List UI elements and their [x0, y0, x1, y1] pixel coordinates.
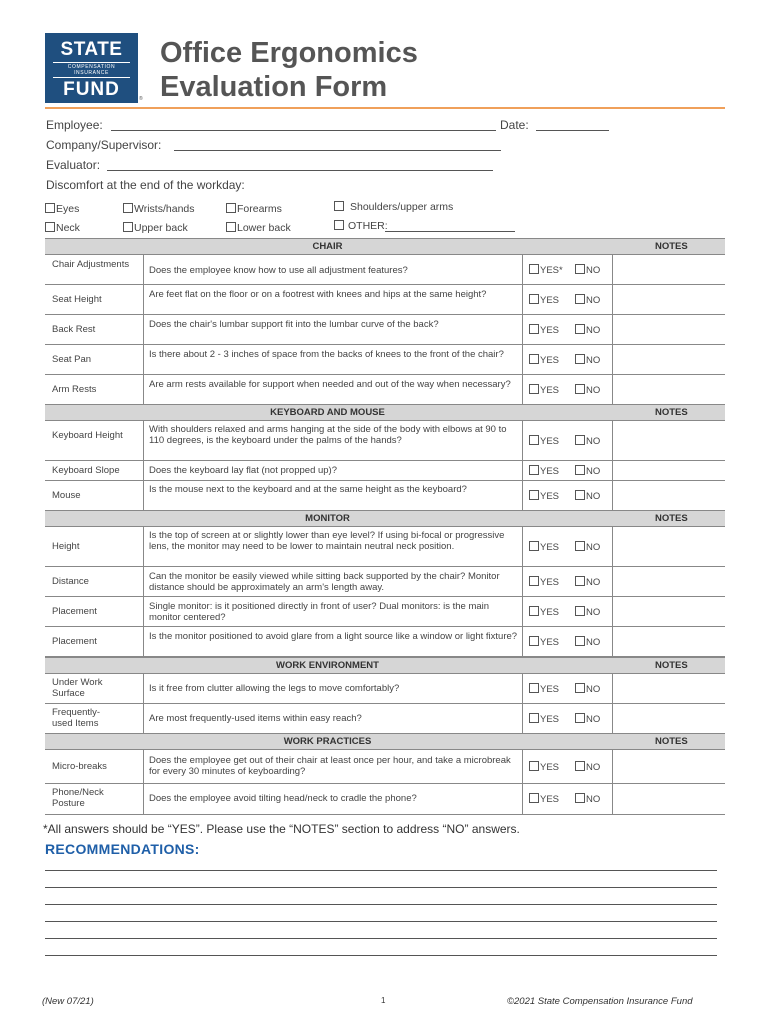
no-label: NO — [586, 491, 601, 502]
yes-label: YES — [540, 607, 560, 618]
row-label: Distance — [52, 576, 89, 587]
no-label: NO — [586, 714, 601, 725]
no-label: NO — [586, 466, 601, 477]
yes-checkbox[interactable] — [529, 606, 559, 618]
row-label: Mouse — [52, 490, 81, 501]
company-field[interactable] — [174, 150, 501, 151]
row-label: Back Rest — [52, 324, 96, 335]
row-question: Is the monitor positioned to avoid glare from a light source like a window or light fixture? — [149, 631, 518, 642]
other-checkbox[interactable] — [334, 220, 388, 232]
no-checkbox[interactable] — [575, 606, 600, 618]
recommendation-line[interactable] — [45, 887, 717, 888]
no-checkbox[interactable] — [575, 264, 600, 276]
table-row — [45, 420, 725, 461]
logo-trademark: ® — [139, 96, 143, 102]
row-label: Phone/Neck Posture — [52, 787, 104, 809]
row-question: Are most frequently-used items within easy reach? — [149, 713, 362, 724]
no-label: NO — [586, 385, 601, 396]
no-label: NO — [586, 762, 601, 773]
table-row — [45, 254, 725, 285]
row-label: Keyboard Height — [52, 430, 123, 441]
yes-checkbox[interactable] — [529, 683, 559, 695]
recommendations-heading: RECOMMENDATIONS: — [45, 841, 200, 857]
row-label: Keyboard Slope — [52, 465, 120, 476]
lower-back-label: Lower back — [237, 222, 291, 234]
no-checkbox[interactable] — [575, 465, 600, 477]
yes-label: YES — [540, 637, 560, 648]
no-label: NO — [586, 436, 601, 447]
logo-line-fund: FUND — [63, 79, 120, 100]
notes-header: NOTES — [655, 660, 688, 671]
row-label: Chair Adjustments — [52, 259, 130, 270]
row-label: Height — [52, 541, 80, 552]
no-label: NO — [586, 684, 601, 695]
yes-label: YES — [540, 684, 560, 695]
forearms-label: Forearms — [237, 203, 282, 215]
table-row — [45, 314, 725, 345]
no-checkbox[interactable] — [575, 490, 600, 502]
other-field[interactable] — [385, 231, 515, 232]
state-fund-logo — [45, 33, 138, 103]
logo-line-state: STATE — [60, 39, 123, 60]
table-row — [45, 596, 725, 627]
yes-label: YES — [540, 355, 560, 366]
recommendation-line[interactable] — [45, 904, 717, 905]
yes-label: YES — [540, 466, 560, 477]
table-row — [45, 460, 725, 481]
table-row — [45, 626, 725, 657]
yes-checkbox[interactable] — [529, 294, 559, 306]
title-line-1: Office Ergonomics — [160, 37, 418, 69]
yes-label: YES — [540, 542, 560, 553]
row-label: Under Work Surface — [52, 677, 103, 699]
row-question: With shoulders relaxed and arms hanging at the side of the body with elbows at 90 to 110 degrees, is the keyboard under the palms of the hands? — [149, 424, 507, 446]
recommendation-line[interactable] — [45, 921, 717, 922]
row-label: Placement — [52, 606, 97, 617]
no-checkbox[interactable] — [575, 354, 600, 366]
evaluator-label: Evaluator: — [46, 158, 101, 172]
row-question: Is the top of screen at or slightly lower than eye level? If using bi-focal or progressive lens, the monitor may need to be lower to maintain neutral neck position. — [149, 530, 505, 552]
no-label: NO — [586, 542, 601, 553]
row-question: Does the employee know how to use all adjustment features? — [149, 265, 408, 276]
no-checkbox[interactable] — [575, 683, 600, 695]
notes-header: NOTES — [655, 736, 688, 747]
title-line-2: Evaluation Form — [160, 71, 388, 103]
no-label: NO — [586, 355, 601, 366]
yes-checkbox[interactable] — [529, 713, 559, 725]
no-checkbox[interactable] — [575, 541, 600, 553]
row-question: Can the monitor be easily viewed while sitting back supported by the chair? Monitor distance should be approximately an arm's length away. — [149, 571, 500, 593]
yes-checkbox[interactable] — [529, 465, 559, 477]
eyes-checkbox[interactable] — [45, 203, 79, 215]
wrists-label: Wrists/hands — [134, 203, 195, 215]
upper-back-label: Upper back — [134, 222, 188, 234]
table-row — [45, 344, 725, 375]
yes-label: YES — [540, 714, 560, 725]
footnote: *All answers should be “YES”. Please use the “NOTES” section to address “NO” answers. — [43, 822, 520, 836]
yes-label: YES* — [540, 265, 563, 276]
no-checkbox[interactable] — [575, 435, 600, 447]
yes-checkbox[interactable] — [529, 793, 559, 805]
recommendation-line[interactable] — [45, 938, 717, 939]
section-title: WORK ENVIRONMENT — [276, 660, 379, 671]
page-number: 1 — [381, 996, 386, 1005]
section-header-chair — [45, 238, 725, 255]
footer-version: (New 07/21) — [42, 996, 94, 1007]
row-question: Single monitor: is it positioned directly in front of user? Dual monitors: is the main monitor centered? — [149, 601, 490, 623]
table-row — [45, 783, 725, 815]
section-title: WORK PRACTICES — [283, 736, 372, 747]
section-title: MONITOR — [305, 513, 350, 524]
wrists-checkbox[interactable] — [123, 203, 195, 215]
row-question: Are arm rests available for support when needed and out of the way when necessary? — [149, 379, 511, 390]
no-checkbox[interactable] — [575, 761, 600, 773]
row-label: Arm Rests — [52, 384, 97, 395]
shoulders-checkbox[interactable] — [334, 201, 453, 213]
yes-checkbox[interactable] — [529, 324, 559, 336]
row-label: Micro-breaks — [52, 761, 107, 772]
discomfort-label: Discomfort at the end of the workday: — [46, 178, 245, 192]
no-checkbox[interactable] — [575, 636, 600, 648]
lower-back-checkbox[interactable] — [226, 222, 291, 234]
yes-checkbox[interactable] — [529, 761, 559, 773]
row-question: Is there about 2 - 3 inches of space from the backs of knees to the front of the chair? — [149, 349, 504, 360]
date-field[interactable] — [536, 130, 609, 131]
no-label: NO — [586, 577, 601, 588]
yes-label: YES — [540, 436, 560, 447]
yes-checkbox[interactable] — [529, 354, 559, 366]
yes-label: YES — [540, 385, 560, 396]
no-checkbox[interactable] — [575, 793, 600, 805]
upper-back-checkbox[interactable] — [123, 222, 188, 234]
company-label: Company/Supervisor: — [46, 138, 162, 152]
no-label: NO — [586, 637, 601, 648]
eyes-label: Eyes — [56, 203, 80, 215]
table-row — [45, 749, 725, 784]
recommendation-line[interactable] — [45, 870, 717, 871]
logo-line-compensation: COMPENSATION INSURANCE — [53, 62, 130, 78]
section-header-work-practices — [45, 733, 725, 750]
forearms-checkbox[interactable] — [226, 203, 282, 215]
section-title: CHAIR — [312, 241, 343, 252]
row-question: Does the chair's lumbar support fit into the lumbar curve of the back? — [149, 319, 439, 330]
no-checkbox[interactable] — [575, 294, 600, 306]
yes-checkbox[interactable] — [529, 490, 559, 502]
yes-checkbox[interactable] — [529, 435, 559, 447]
section-header-work-environment — [45, 657, 725, 674]
no-checkbox[interactable] — [575, 384, 600, 396]
no-label: NO — [586, 265, 601, 276]
page-title — [160, 36, 418, 104]
no-label: NO — [586, 607, 601, 618]
row-label: Frequently-used Items — [52, 707, 101, 729]
yes-label: YES — [540, 295, 560, 306]
employee-field[interactable] — [111, 130, 496, 131]
recommendation-line[interactable] — [45, 955, 717, 956]
row-question: Does the employee avoid tilting head/neck to cradle the phone? — [149, 793, 417, 804]
table-row — [45, 284, 725, 315]
no-label: NO — [586, 325, 601, 336]
yes-checkbox[interactable] — [529, 264, 563, 276]
row-question: Is it free from clutter allowing the legs to move comfortably? — [149, 683, 400, 694]
section-header-monitor — [45, 510, 725, 527]
footer-copyright: ©2021 State Compensation Insurance Fund — [507, 996, 693, 1007]
section-header-keyboard — [45, 404, 725, 421]
notes-header: NOTES — [655, 241, 688, 252]
yes-checkbox[interactable] — [529, 541, 559, 553]
other-label: OTHER: — [348, 220, 388, 232]
no-checkbox[interactable] — [575, 324, 600, 336]
evaluator-field[interactable] — [107, 170, 493, 171]
yes-label: YES — [540, 577, 560, 588]
row-label: Placement — [52, 636, 97, 647]
title-divider — [45, 107, 725, 109]
yes-label: YES — [540, 762, 560, 773]
yes-checkbox[interactable] — [529, 636, 559, 648]
yes-checkbox[interactable] — [529, 576, 559, 588]
row-question: Does the employee get out of their chair at least once per hour, and take a microbreak for every 30 minutes of keyboarding? — [149, 755, 511, 777]
neck-checkbox[interactable] — [45, 222, 80, 234]
date-label: Date: — [500, 118, 529, 132]
no-label: NO — [586, 794, 601, 805]
table-row — [45, 566, 725, 597]
row-label: Seat Pan — [52, 354, 92, 365]
yes-checkbox[interactable] — [529, 384, 559, 396]
row-question: Is the mouse next to the keyboard and at the same height as the keyboard? — [149, 484, 467, 495]
neck-label: Neck — [56, 222, 80, 234]
yes-label: YES — [540, 794, 560, 805]
notes-header: NOTES — [655, 407, 688, 418]
yes-label: YES — [540, 325, 560, 336]
table-row — [45, 703, 725, 734]
row-label: Seat Height — [52, 294, 102, 305]
table-row — [45, 526, 725, 567]
table-row — [45, 673, 725, 704]
section-title: KEYBOARD AND MOUSE — [270, 407, 385, 418]
table-row — [45, 480, 725, 511]
employee-label: Employee: — [46, 118, 103, 132]
yes-label: YES — [540, 491, 560, 502]
row-question: Are feet flat on the floor or on a footrest with knees and hips at the same height? — [149, 289, 487, 300]
no-checkbox[interactable] — [575, 713, 600, 725]
table-row — [45, 374, 725, 405]
no-label: NO — [586, 295, 601, 306]
shoulders-label: Shoulders/upper arms — [350, 201, 454, 213]
notes-header: NOTES — [655, 513, 688, 524]
no-checkbox[interactable] — [575, 576, 600, 588]
row-question: Does the keyboard lay flat (not propped up)? — [149, 465, 338, 476]
